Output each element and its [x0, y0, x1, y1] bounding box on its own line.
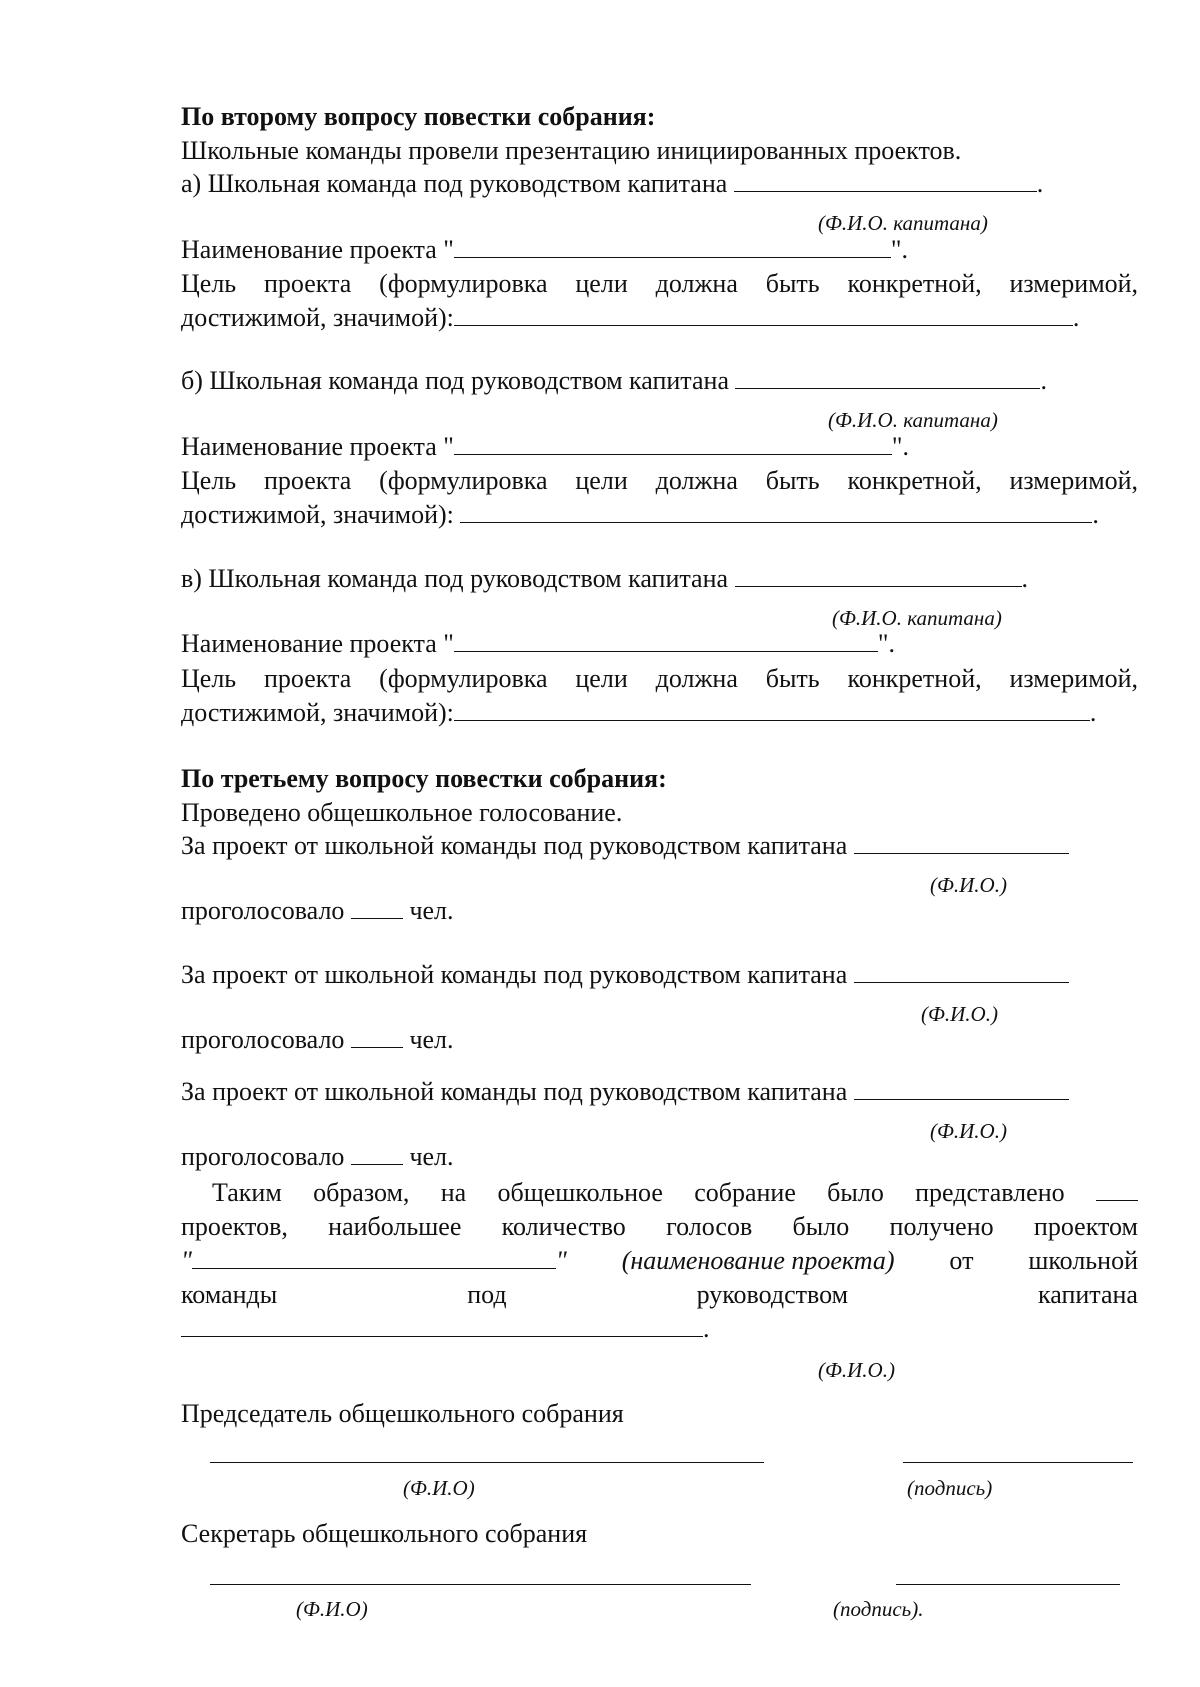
section3-heading: По третьему вопросу повестки собрания: [181, 764, 667, 793]
summary-count-blank[interactable] [1096, 1176, 1138, 1201]
vote-1-count-blank[interactable] [351, 894, 403, 919]
team-b-goal-blank[interactable] [460, 498, 1092, 523]
vote-2-captain-blank[interactable] [854, 958, 1069, 983]
team-a-goal-line2: достижимой, значимой): . [181, 303, 1080, 332]
vote-3-count-blank[interactable] [351, 1140, 403, 1165]
chairman-label: Председатель общешкольного собрания [181, 1399, 624, 1428]
team-b-captain-caption: (Ф.И.О. капитана) [828, 408, 998, 432]
vote-3-unit: чел. [409, 1142, 454, 1171]
team-b-goal-line1: Цель проекта (формулировка цели должна быть конкретной, измеримой, [181, 466, 1139, 495]
section2-heading: По второму вопросу повестки собрания: [181, 102, 656, 131]
vote-1-caption: (Ф.И.О.) [930, 873, 1007, 897]
summary-project-caption: (наименование проекта) [621, 1246, 895, 1275]
team-a-project-label: Наименование проекта " [181, 235, 454, 264]
vote-2-text: За проект от школьной команды под руководством капитана [181, 960, 848, 989]
vote-2-line [181, 958, 1069, 992]
vote-2-voted-label: проголосовало [181, 1025, 345, 1054]
vote-3-voted-label: проголосовало [181, 1142, 345, 1171]
team-a-project-blank[interactable] [454, 233, 891, 258]
vote-1-count-line [181, 894, 454, 928]
team-b-project-blank[interactable] [454, 430, 892, 455]
team-c-captain-line: в) Школьная команда под руководством капитана . [181, 564, 1029, 593]
secretary-label: Секретарь общешкольного собрания [181, 1519, 588, 1548]
vote-1-voted-label: проголосовало [181, 896, 345, 925]
summary-line1: Таким образом, на общешкольное собрание было представлено [212, 1176, 1138, 1210]
vote-2-unit: чел. [409, 1025, 454, 1054]
team-a-goal-blank[interactable] [454, 301, 1073, 326]
team-c-goal-line2: достижимой, значимой): . [181, 698, 1097, 727]
summary-line4: команды под руководством капитана [181, 1280, 1138, 1309]
vote-1-line [181, 829, 1069, 863]
vote-1-unit: чел. [409, 896, 454, 925]
team-a-goal-label: достижимой, значимой): [181, 303, 454, 332]
team-b-project-label: Наименование проекта " [181, 432, 454, 461]
team-c-goal-blank[interactable] [454, 696, 1090, 721]
summary-caption: (Ф.И.О.) [818, 1358, 895, 1382]
chairman-fio-line[interactable] [210, 1462, 764, 1463]
vote-3-text: За проект от школьной команды под руководством капитана [181, 1077, 848, 1106]
vote-1-captain-blank[interactable] [854, 829, 1069, 854]
team-c-project-label: Наименование проекта " [181, 629, 454, 658]
team-b-captain-text: б) Школьная команда под руководством капитана [181, 366, 729, 395]
team-b-captain-line: б) Школьная команда под руководством капитана . [181, 366, 1047, 395]
team-c-goal-label: достижимой, значимой): [181, 698, 454, 727]
summary-captain-line: . [181, 1312, 710, 1346]
team-b-goal-label: достижимой, значимой): [181, 500, 454, 529]
vote-3-line [181, 1075, 1069, 1109]
secretary-fio-line[interactable] [210, 1584, 751, 1585]
team-c-captain-blank[interactable] [735, 562, 1022, 587]
vote-1-text: За проект от школьной команды под руководством капитана [181, 831, 848, 860]
summary-line3: " " (наименование проекта) от школьной [181, 1244, 1138, 1278]
summary-project-blank[interactable] [192, 1244, 556, 1269]
team-a-captain-blank[interactable] [734, 167, 1037, 192]
team-c-goal-line1: Цель проекта (формулировка цели должна быть конкретной, измеримой, [181, 664, 1139, 693]
vote-2-caption: (Ф.И.О.) [921, 1002, 998, 1026]
chairman-sign-line[interactable] [903, 1462, 1133, 1463]
summary-line2: проектов, наибольшее количество голосов было получено проектом [181, 1212, 1138, 1241]
vote-3-captain-blank[interactable] [854, 1075, 1069, 1100]
vote-3-caption: (Ф.И.О.) [930, 1119, 1007, 1143]
vote-2-count-blank[interactable] [351, 1023, 403, 1048]
team-c-project-name: Наименование проекта " ". [181, 629, 895, 658]
vote-2-count-line [181, 1023, 454, 1057]
team-a-project-name: Наименование проекта " ". [181, 235, 908, 264]
secretary-fio-caption: (Ф.И.О) [296, 1597, 368, 1621]
team-a-goal-line1: Цель проекта (формулировка цели должна быть конкретной, измеримой, [181, 269, 1139, 298]
chairman-fio-caption: (Ф.И.О) [403, 1476, 475, 1500]
summary-captain-blank[interactable] [181, 1312, 703, 1337]
vote-3-count-line [181, 1140, 454, 1174]
team-a-captain-line: а) Школьная команда под руководством капитана . [181, 169, 1044, 198]
secretary-sign-line[interactable] [896, 1584, 1120, 1585]
secretary-sign-caption: (подпись). [833, 1597, 924, 1621]
team-c-captain-text: в) Школьная команда под руководством капитана [181, 564, 729, 593]
team-b-project-name: Наименование проекта " ". [181, 432, 909, 461]
team-b-captain-blank[interactable] [735, 364, 1040, 389]
team-c-project-blank[interactable] [454, 627, 878, 652]
team-a-captain-text: а) Школьная команда под руководством капитана [181, 169, 728, 198]
team-b-goal-line2: достижимой, значимой): . [181, 500, 1099, 529]
chairman-sign-caption: (подпись) [907, 1476, 993, 1500]
section3-intro: Проведено общешкольное голосование. [181, 798, 623, 827]
team-c-captain-caption: (Ф.И.О. капитана) [832, 606, 1002, 630]
section2-intro: Школьные команды провели презентацию инициированных проектов. [181, 136, 962, 165]
team-a-captain-caption: (Ф.И.О. капитана) [818, 211, 988, 235]
